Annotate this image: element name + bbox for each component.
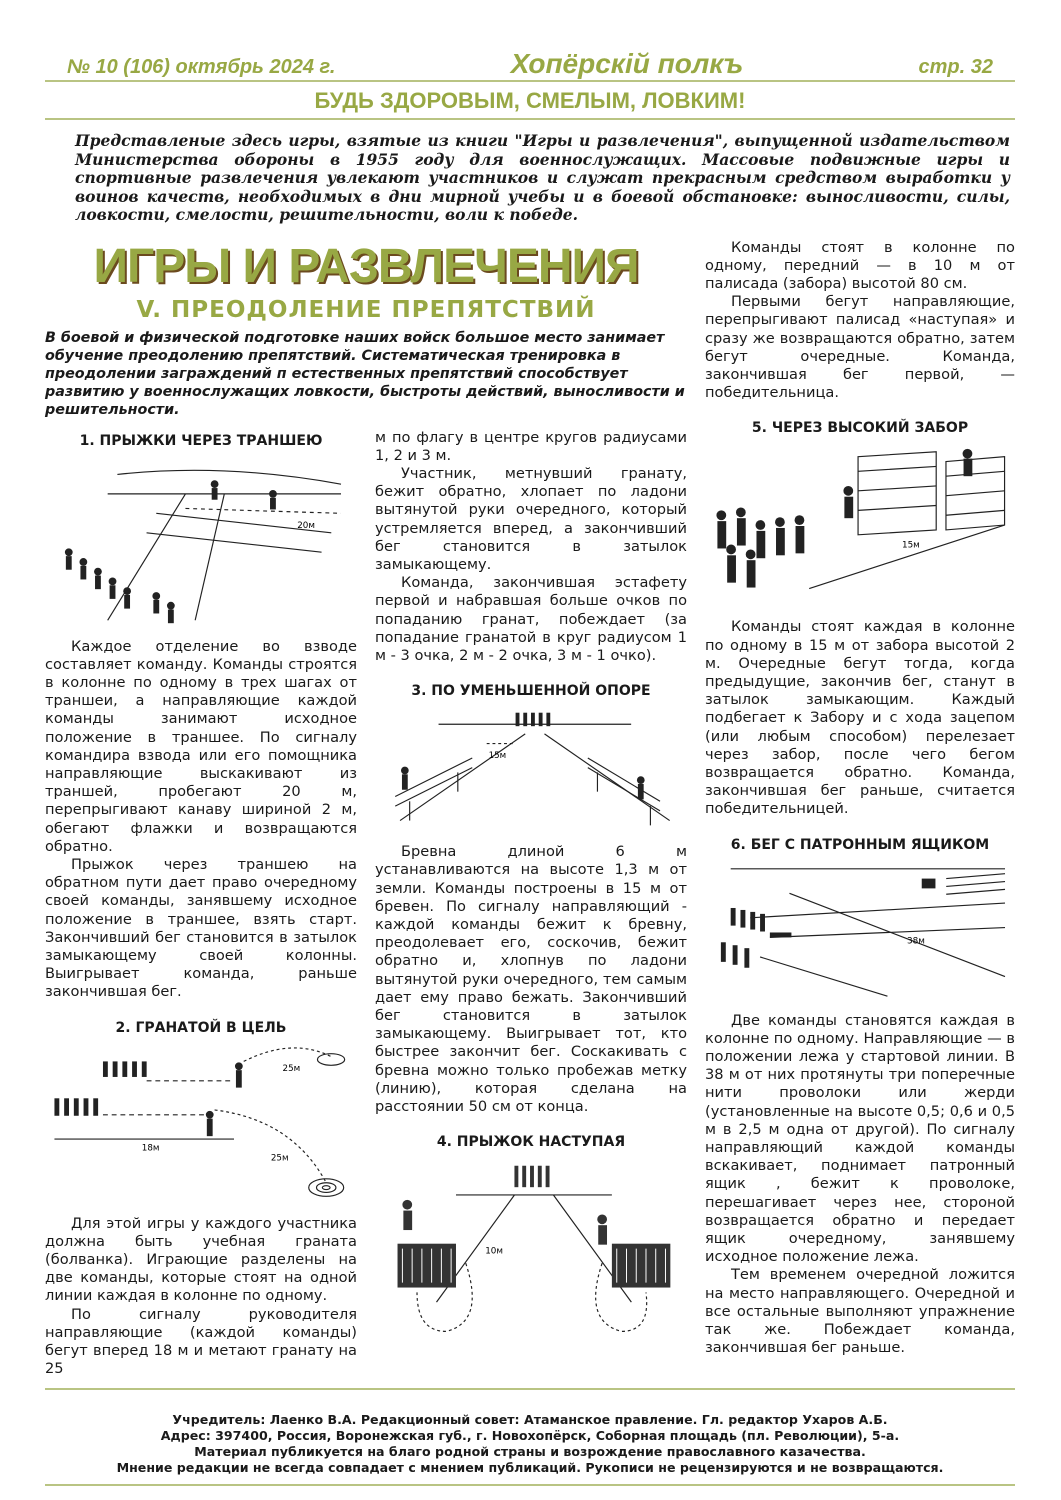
footer-bottom-divider — [45, 1484, 1015, 1486]
paragraph: Две команды становятся каждая в колонне по одному. Направляющие — в положении лежа у стартовой линии. В 38 м от них протянуты три поперечные нити проволоки или жерди (установленные на высоте 0,5; 0,6 и 0,5 м в 2,5 м одна от другой). По сигналу направляющий каждой команды вскакивает, поднимает патронный ящик , бежит к проволоке, перешагивает через нее, стороной возвращается обратно и передает ящик очередному, занявшему исходное положение лежа. — [705, 1011, 1015, 1266]
paragraph: Каждое отделение во взводе составляет команду. Команды строятся в колонне по одному в трех шагах от траншеи, а направляющие каждой команды занимают исходное положение в траншее. По сигналу командира взвода или его помощника направляющие выскакивают из траншей, пробегают 20 м, перепрыгивают канаву шириной 2 м, обегают флажки и возвращаются обратно. — [45, 637, 357, 855]
illustration-high-fence — [708, 442, 1013, 610]
article-title: ИГРЫ И РАЗВЛЕЧЕНИЯ — [93, 239, 639, 293]
imprint-disclaimer: Мнение редакции не всегда совпадает с мнением публикаций. Рукописи не рецензируются и не возвращаются. — [116, 1460, 944, 1476]
distance-label: 10м — [484, 1246, 503, 1257]
paragraph: Команды стоят в колонне по одному, передний — в 10 м от палисада (забора) высотой 80 см. — [705, 238, 1015, 292]
paragraph: Участник, метнувший гранату, бежит обратно, хлопает по ладони вытянутой руки очередного, который устремляется вперед, а закончивший бег становится в затылок замыкающему. — [375, 464, 687, 573]
article-columns — [45, 429, 687, 1379]
distance-label: 18м — [141, 1143, 160, 1154]
imprint-mission: Материал публикуется на благо родной страны и возрождение православного казачества. — [194, 1444, 866, 1460]
illustration-trench-jump — [45, 455, 357, 630]
section-3-text — [375, 843, 687, 1116]
distance-label: 15м — [901, 540, 920, 551]
paragraph: Бревна длиной 6 м устанавливаются на высоте 1,3 м от земли. Команды построены в 15 м от бревен. По сигналу направляющий - каждой команды бежит к бревну, преодолевает его, соскочив, бежит обратно и, хлопнув по ладони вытянутой руки очередного, тем самым дает ему право бежать. Закончивший бег становится в затылок замыкающему. Выигрывает тот, кто быстрее закончит бег. Соскакивать с бревна можно только пробежав метку (линию), которая сделана на расстоянии 50 см от конца. — [375, 843, 687, 1115]
section-heading-2: 2. ГРАНАТОЙ В ЦЕЛЬ — [115, 1019, 287, 1036]
paragraph: Команды стоят каждая в колонне по одному в 15 м от забора высотой 2 м. Очередные бегут тогда, когда предыдущие, закончив бег, станут в затылок замыкающим. Каждый подбегает к Забору и с хода зацепом (или любым способом) перелезает через забор, после чего бегом возвращается обратно. Команда, закончившая бег раньше, считается победительницей. — [705, 618, 1015, 818]
paragraph: Для этой игры у каждого участника должна быть учебная граната (болванка). Играющие разделены на две команды, которые стоят на одной линии каждая в колонне по одному. — [45, 1214, 357, 1305]
section-5-text — [705, 618, 1015, 818]
section-6-text — [705, 1012, 1015, 1358]
section-heading-3: 3. ПО УМЕНЬШЕННОЙ ОПОРЕ — [411, 683, 651, 700]
article-left-area — [45, 239, 687, 1379]
illustration-ammo-box-run — [708, 859, 1013, 1004]
section-2-text-b — [375, 429, 687, 666]
intro-text: Представленые здесь игры, взятые из книги "Игры и развлечения", выпущенной издательством Министерства обороны в 1955 году для военнослужащих. Массовые подвижные игры и спортивные развлечения увлекают участников и служат прекрасным средством выработки у воинов качеств, необходимых в дни мирной учебы и в боевой обстановке: выносливости, силы, ловкости, смелости, решительности, воли к победе. — [75, 131, 1010, 224]
distance-label: 15м — [488, 751, 507, 762]
article-body — [45, 239, 1015, 1379]
illustration-palisade-jump — [384, 1156, 679, 1346]
page-number: стр. 32 — [918, 56, 993, 78]
issue-number: № 10 (106) октябрь 2024 г. — [67, 56, 336, 78]
section-heading-5: 5. ЧЕРЕЗ ВЫСОКИЙ ЗАБОР — [751, 420, 969, 437]
section-4-text — [705, 239, 1015, 403]
imprint — [45, 1402, 1015, 1484]
distance-label: 25м — [270, 1152, 289, 1163]
article-subtitle: V. ПРЕОДОЛЕНИЕ ПРЕПЯТСТВИЙ — [136, 296, 596, 323]
paragraph: Прыжок через траншею на обратном пути дает право очередному своей команды, занявшему исходное положение в траншее, взять старт. Закончивший бег становится в затылок замыкающему своей колонны. Выигрывает команда, раньше закончившая бег. — [45, 855, 357, 1001]
section-heading-1: 1. ПРЫЖКИ ЧЕРЕЗ ТРАНШЕЮ — [79, 432, 323, 449]
column-3 — [705, 239, 1015, 1379]
newspaper-page — [45, 0, 1015, 1486]
paragraph: Команда, закончившая эстафету первой и набравшая больше очков по попаданию гранат, побеждает (за попадание гранатой в круг радиусом 1 м - 3 очка, 2 м - 2 очка, 3 м - 1 очко). — [375, 574, 687, 664]
paragraph-continuation: м по флагу в центре кругов радиусами 1, 2 и 3 м. — [375, 428, 687, 464]
paragraph-first-part: По сигналу руководителя направляющие (каждой команды) бегут вперед 18 м и метают гранату на 25 — [45, 1305, 357, 1378]
footer-top-divider — [45, 1388, 1015, 1390]
rubric-divider — [45, 118, 1015, 120]
team-column-1 — [103, 1061, 147, 1077]
distance-label: 20м — [297, 520, 315, 531]
imprint-address: Адрес: 397400, Россия, Воронежская губ., г. Новохопёрск, Соборная площадь (пл. Революции), 5-а. — [160, 1428, 900, 1444]
illustration-balance-beam — [375, 705, 687, 835]
column-1 — [45, 429, 357, 1379]
section-heading-4: 4. ПРЫЖОК НАСТУПАЯ — [436, 1134, 626, 1151]
team-column-2 — [54, 1098, 98, 1115]
distance-label: 25м — [282, 1063, 301, 1074]
article-lead: В боевой и физической подготовке наших войск большое место занимает обучение преодолению препятствий. Систематическая тренировка в преодолении заграждений п естественных препятствий способствует развитию у военнослужащих ловкости, быстроты действий, выносливости и решительности. — [45, 329, 685, 418]
column-2 — [375, 429, 687, 1379]
illustration-grenade-target — [45, 1042, 357, 1207]
rubric-title: БУДЬ ЗДОРОВЫМ, СМЕЛЫМ, ЛОВКИМ! — [314, 88, 746, 113]
imprint-founder: Учредитель: Лаенко В.А. Редакционный совет: Атаманское правление. Гл. редактор Ухаров А.Б. — [172, 1412, 888, 1428]
paragraph: Первыми бегут направляющие, перепрыгивают палисад «наступая» и сразу же возвращаются обратно, затем бегут очередные. Команда, закончившая бег первой, — победительница. — [705, 293, 1015, 402]
paragraph: Тем временем очередной ложится на место направляющего. Очередной и все остальные выполняют упражнение так же. Побеждает команда, закончившая бег раньше. — [705, 1266, 1015, 1357]
section-2-text-a — [45, 1215, 357, 1379]
distance-label: 38м — [906, 935, 925, 946]
newspaper-title: Хопёрскiй полкъ — [510, 48, 744, 79]
section-1-text — [45, 638, 357, 1002]
masthead — [45, 48, 1015, 80]
section-heading-6: 6. БЕГ С ПАТРОННЫМ ЯЩИКОМ — [730, 836, 990, 853]
soldier-figures — [65, 480, 277, 623]
